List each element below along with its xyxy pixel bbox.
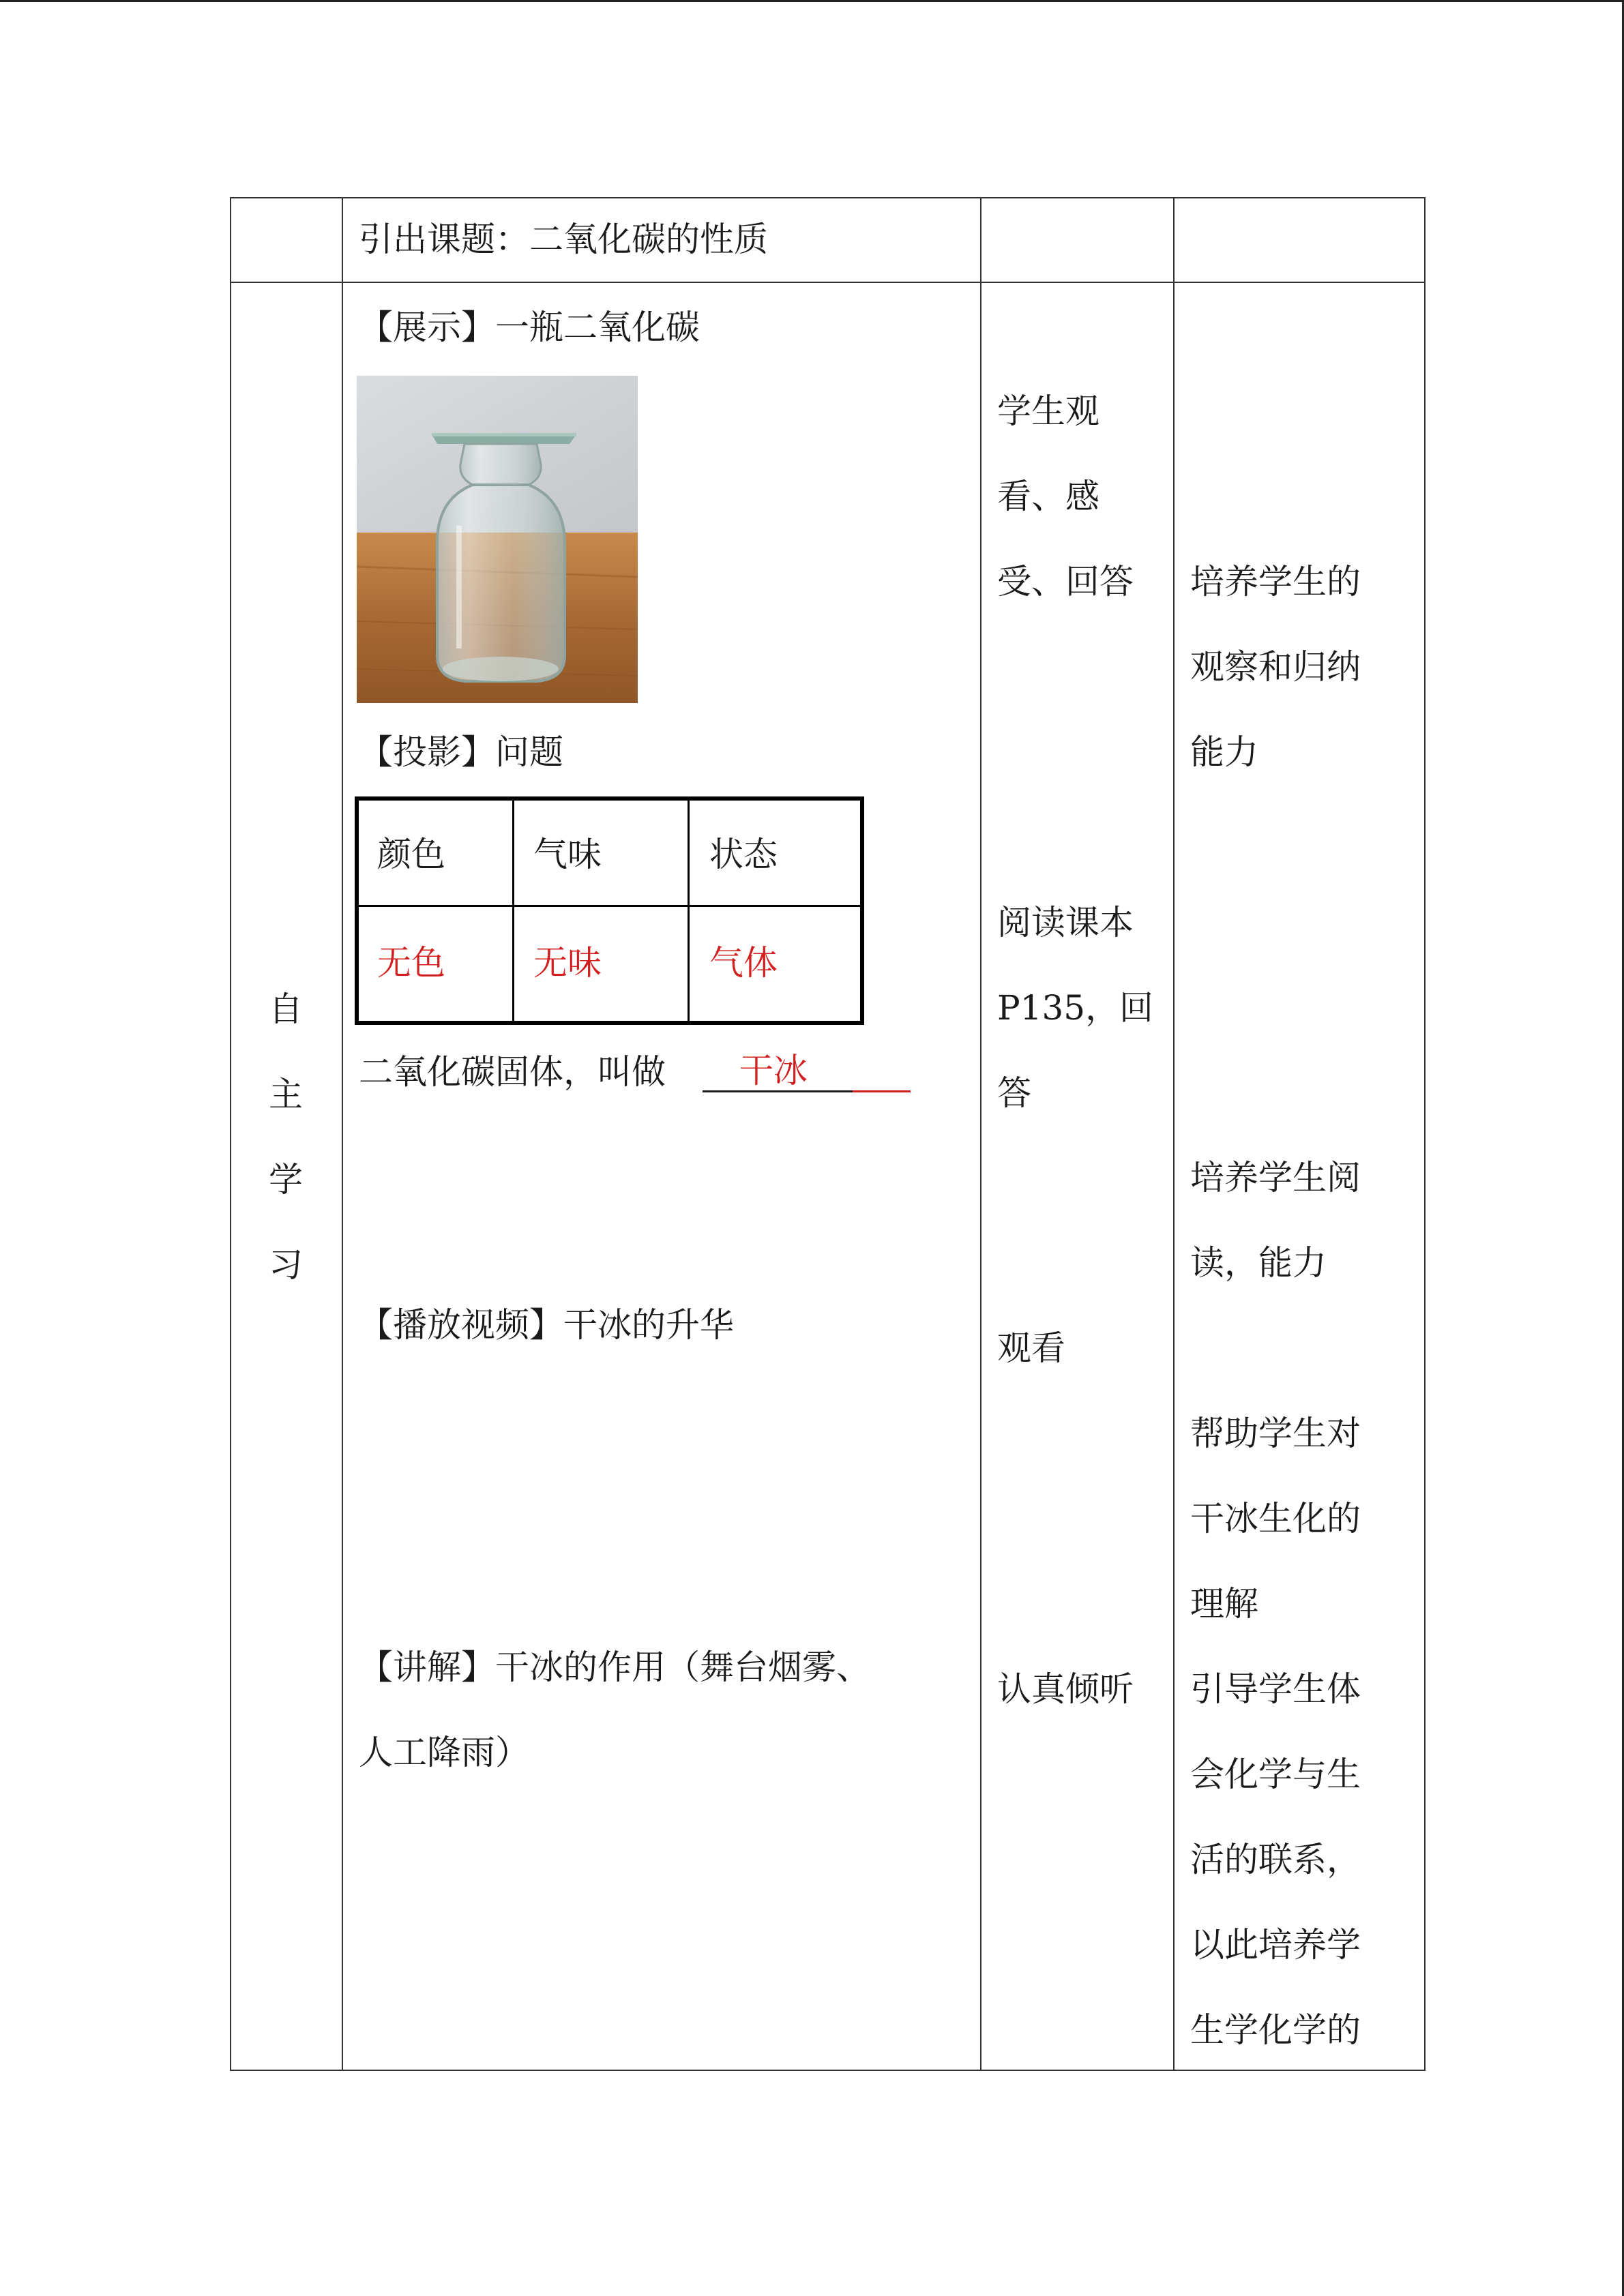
col-border: [1424, 197, 1426, 2071]
col-border: [230, 197, 231, 2071]
dry-ice-answer: 干冰: [739, 1051, 808, 1090]
video-heading: 【播放视频】干冰的升华: [359, 1305, 734, 1345]
intent-read-line: 培养学生阅: [1190, 1158, 1361, 1197]
topic-text: 引出课题：二氧化碳的性质: [359, 220, 768, 259]
student-read-line: 答: [997, 1073, 1031, 1113]
answer-underline-tail: [853, 1090, 911, 1092]
intent-observe-line: 观察和归纳: [1190, 647, 1361, 687]
intent-understand-line: 干冰生化的: [1190, 1499, 1361, 1538]
section-label-char: 习: [269, 1245, 303, 1285]
intent-connect-line: 生学化学的: [1190, 2010, 1361, 2050]
student-listen: 认真倾听: [997, 1669, 1134, 1709]
qt-header-color: 颜色: [377, 835, 445, 874]
student-observe-line: 学生观: [997, 391, 1099, 431]
qt-border: [355, 796, 359, 1025]
student-read-line: 阅读课本: [997, 903, 1134, 942]
intent-understand-line: 帮助学生对: [1190, 1414, 1361, 1453]
question-table: [355, 796, 864, 1025]
intent-observe-line: 培养学生的: [1190, 562, 1361, 601]
explain-line-2: 人工降雨）: [359, 1733, 529, 1772]
co2-bottle-photo: [357, 376, 638, 703]
intent-read-line: 读，能力: [1190, 1243, 1327, 1283]
qt-border: [355, 1021, 864, 1025]
student-observe-line: 受、回答: [997, 562, 1134, 601]
qt-answer-smell: 无味: [533, 943, 602, 983]
qt-border: [355, 905, 864, 907]
answer-underline: [703, 1090, 853, 1092]
row-divider: [230, 282, 1426, 283]
section-label-char: 学: [269, 1160, 303, 1199]
student-observe-line: 看、感: [997, 477, 1099, 516]
qt-border: [512, 796, 514, 1025]
projection-heading: 【投影】问题: [359, 732, 563, 772]
qt-header-smell: 气味: [533, 835, 602, 874]
qt-border: [860, 796, 864, 1025]
qt-border: [355, 796, 864, 801]
qt-answer-color: 无色: [377, 943, 445, 983]
table-top-border: [230, 197, 1426, 198]
intent-understand-line: 理解: [1190, 1584, 1258, 1624]
col-border: [980, 197, 981, 2071]
intent-connect-line: 引导学生体: [1190, 1669, 1361, 1709]
qt-answer-state: 气体: [709, 943, 778, 983]
dry-ice-prompt: 二氧化碳固体，叫做: [359, 1052, 666, 1092]
intent-observe-line: 能力: [1190, 732, 1258, 772]
show-heading: 【展示】一瓶二氧化碳: [359, 308, 700, 347]
qt-header-state: 状态: [709, 835, 778, 874]
intent-connect-line: 以此培养学: [1190, 1925, 1361, 1965]
section-label-char: 自: [269, 989, 303, 1029]
student-watch: 观看: [997, 1328, 1065, 1368]
table-bottom-border: [230, 2070, 1426, 2071]
intent-connect-line: 活的联系，: [1190, 1840, 1361, 1879]
col-border: [1173, 197, 1175, 2071]
section-label-char: 主: [269, 1075, 303, 1114]
col-border: [342, 197, 343, 2071]
qt-border: [688, 796, 690, 1025]
student-read-line: P135，回: [997, 988, 1154, 1028]
explain-line-1: 【讲解】干冰的作用（舞台烟雾、: [359, 1648, 870, 1687]
bottle-image: [357, 376, 638, 703]
intent-connect-line: 会化学与生: [1190, 1755, 1361, 1794]
page-top-edge: [0, 0, 1624, 2]
